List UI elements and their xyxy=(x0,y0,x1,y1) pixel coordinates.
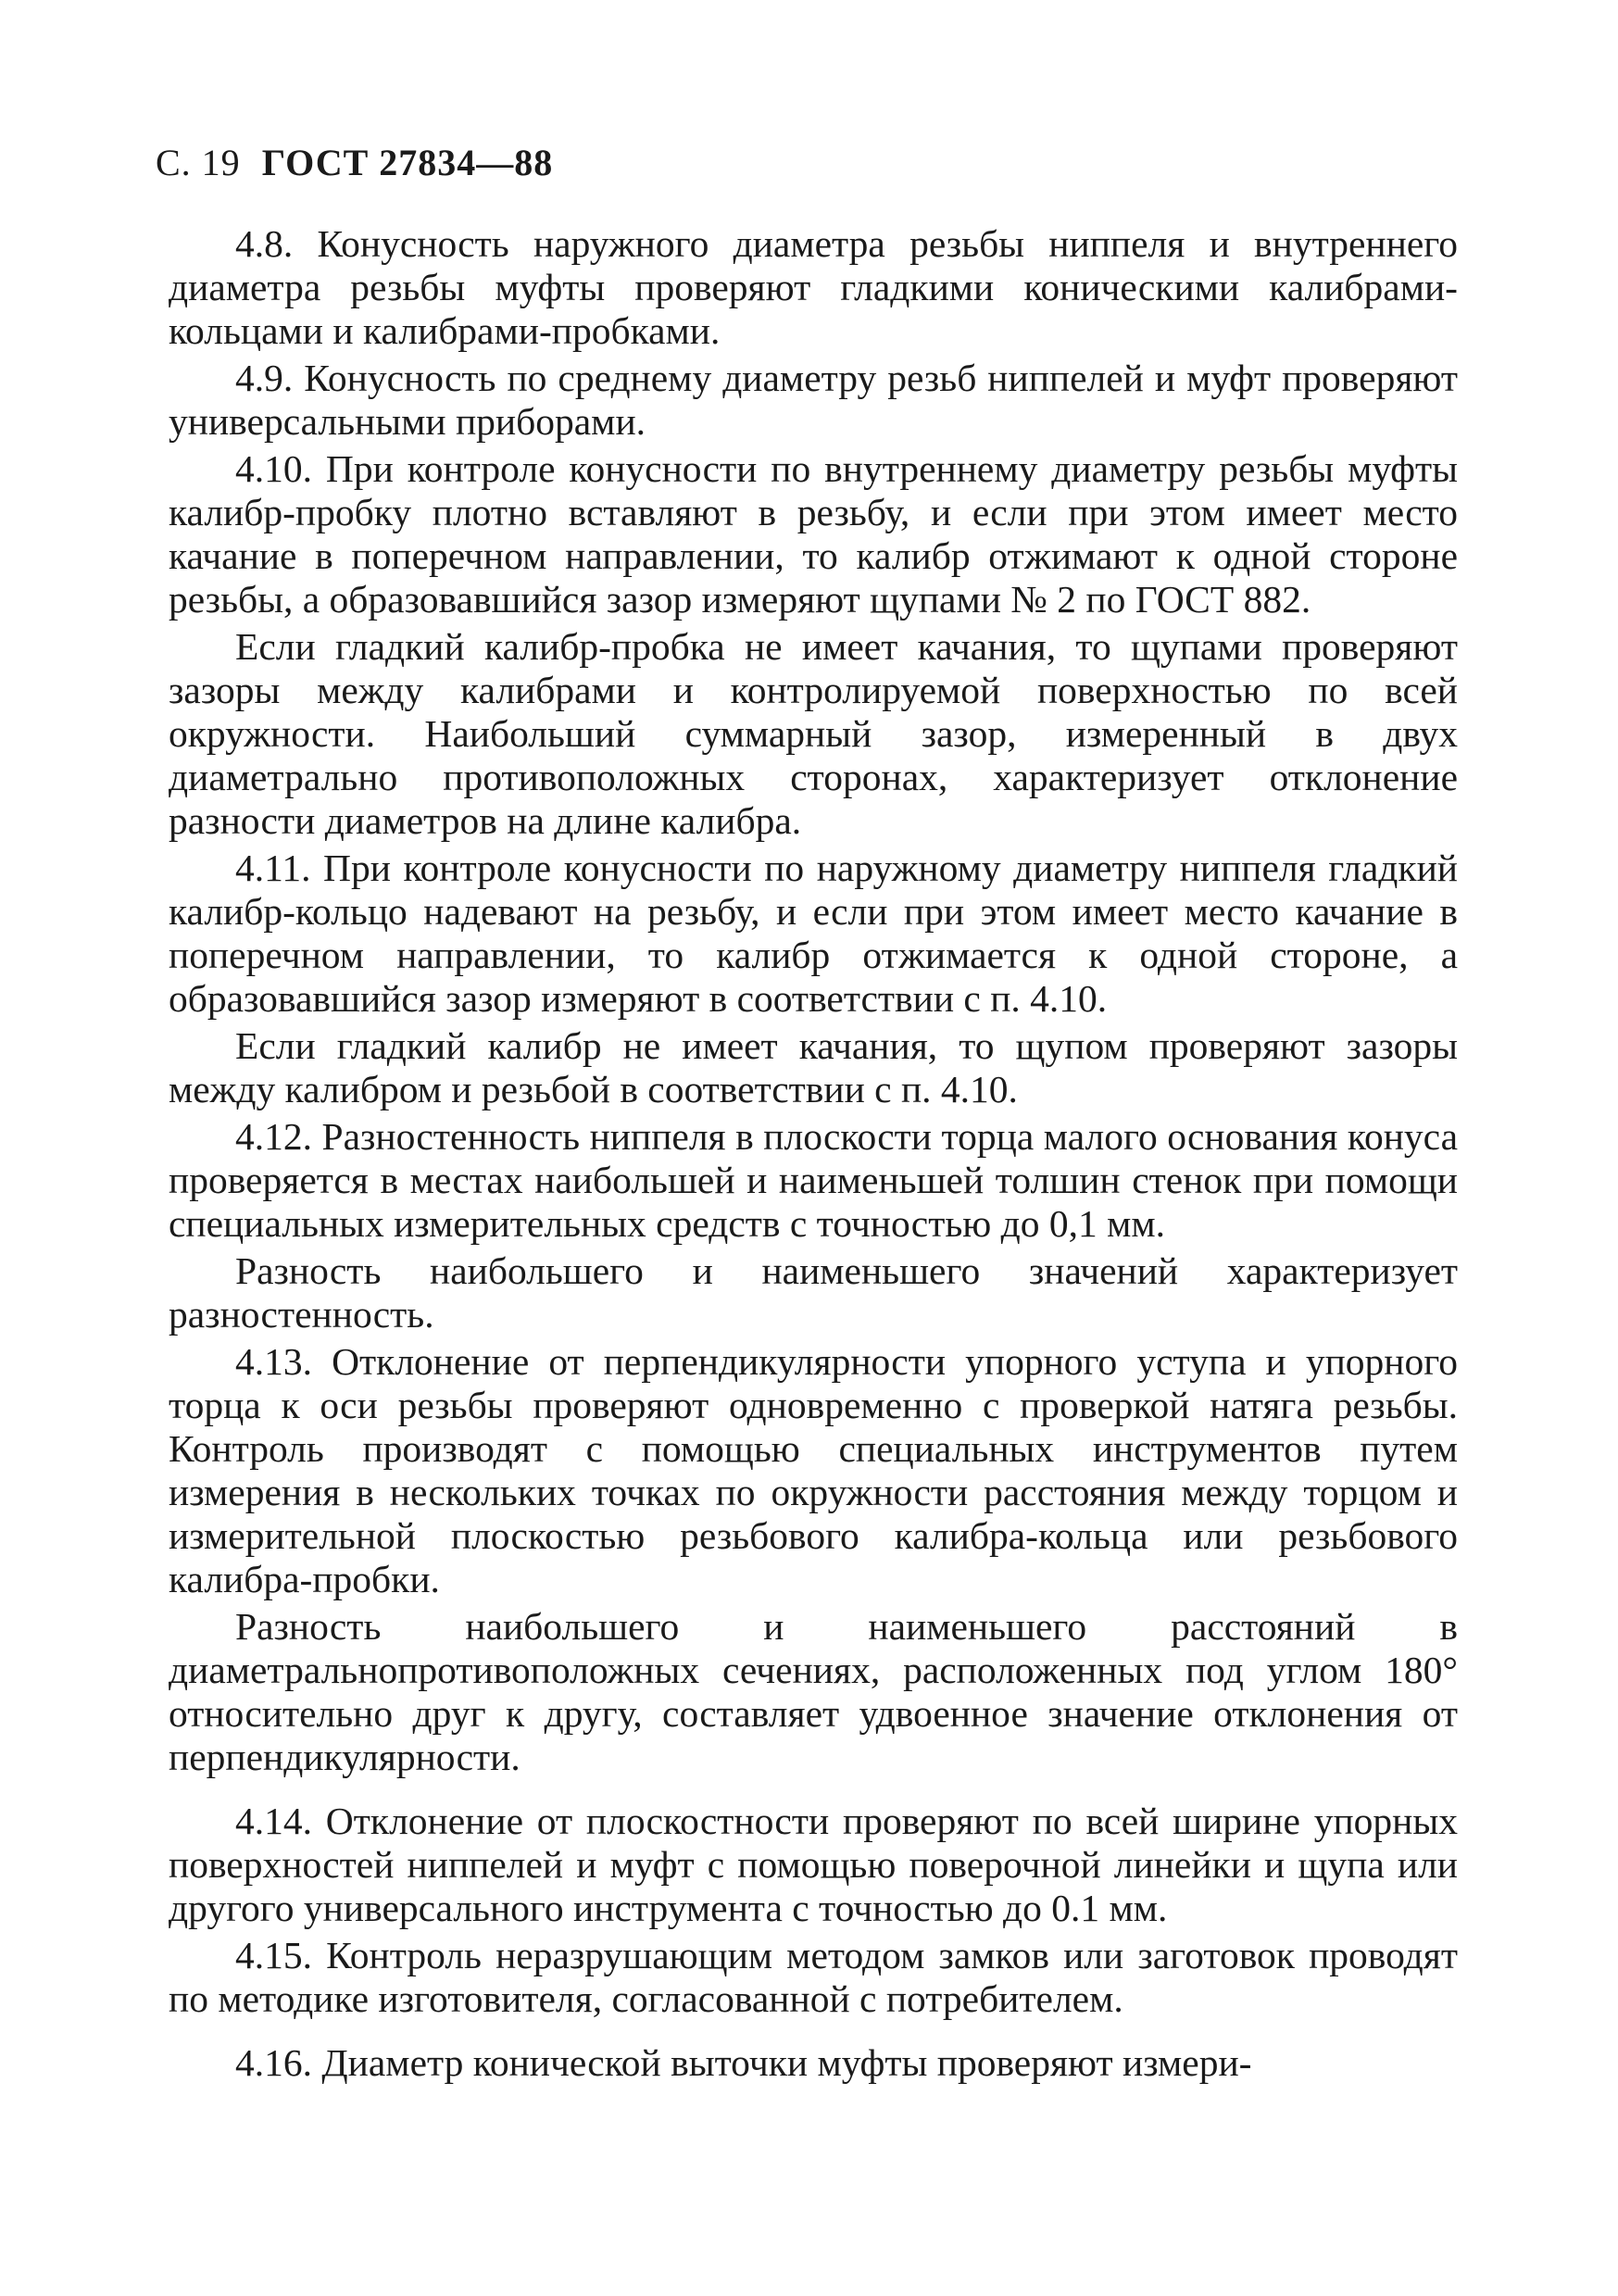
page-header xyxy=(156,141,553,185)
paragraph-4-12-continued: Разность наибольшего и наименьшего значений характеризует разностенность. xyxy=(169,1249,1458,1336)
paragraph-4-13: 4.13. Отклонение от перпендикулярности упорного уступа и упорного торца к оси резьбы проверяют одновременно с проверкой натяга резьбы. Контроль производят с помощью специальных инструментов путем измерения в нескольких точках по окружности расстояния между торцом и измерительной плоскостью резьбового калибра-кольца или резьбового калибра-пробки. xyxy=(169,1340,1458,1600)
paragraph-4-15: 4.15. Контроль неразрушающим методом замков или заготовок проводят по методике изготовителя, согласованной с потребителем. xyxy=(169,1934,1458,2020)
paragraph-4-14: 4.14. Отклонение от плоскостности проверяют по всей ширине упорных поверхностей ниппелей и муфт с помощью поверочной линейки и щупа или другого универсального инструмента с точностью до 0.1 мм. xyxy=(169,1800,1458,1929)
paragraph-4-11-continued: Если гладкий калибр не имеет качания, то щупом проверяют зазоры между калибром и резьбой в соответствии с п. 4.10. xyxy=(169,1024,1458,1110)
paragraph-4-10: 4.10. При контроле конусности по внутреннему диаметру резьбы муфты калибр-пробку плотно вставляют в резьбу, и если при этом имеет место качание в поперечном направлении, то калибр отжимают к одной стороне резьбы, а образовавшийся зазор измеряют щупами № 2 по ГОСТ 882. xyxy=(169,447,1458,621)
paragraph-4-9: 4.9. Конусность по среднему диаметру резьб ниппелей и муфт проверяют универсальными приборами. xyxy=(169,357,1458,443)
document-title: ГОСТ 27834—88 xyxy=(261,142,554,183)
document-body xyxy=(169,222,1458,2089)
paragraph-4-12: 4.12. Разностенность ниппеля в плоскости торца малого основания конуса проверяется в местах наибольшей и наименьшей толшин стенок при помощи специальных измерительных средств с точностью до 0,1 мм. xyxy=(169,1115,1458,1245)
paragraph-4-8: 4.8. Конусность наружного диаметра резьбы ниппеля и внутреннего диаметра резьбы муфты проверяют гладкими коническими калибрами-кольцами и калибрами-пробками. xyxy=(169,222,1458,352)
paragraph-4-10-continued: Если гладкий калибр-пробка не имеет качания, то щупами проверяют зазоры между калибрами и контролируемой поверхностью по всей окружности. Наибольший суммарный зазор, измеренный в двух диаметрально противоположных сторонах, характеризует отклонение разности диаметров на длине калибра. xyxy=(169,625,1458,842)
page-number: С. 19 xyxy=(156,142,241,183)
paragraph-4-16: 4.16. Диаметр конической выточки муфты проверяют измери- xyxy=(235,2041,1252,2084)
paragraph-4-13-continued: Разность наибольшего и наименьшего расстояний в диаметральнопротивоположных сечениях, расположенных под углом 180° относительно друг к другу, составляет удвоенное значение отклонения от перпендикулярности. xyxy=(169,1605,1458,1778)
paragraph-4-11: 4.11. При контроле конусности по наружному диаметру ниппеля гладкий калибр-кольцо надевают на резьбу, и если при этом имеет место качание в поперечном направлении, то калибр отжимается к одной стороне, а образовавшийся зазор измеряют в соответствии с п. 4.10. xyxy=(169,847,1458,1020)
